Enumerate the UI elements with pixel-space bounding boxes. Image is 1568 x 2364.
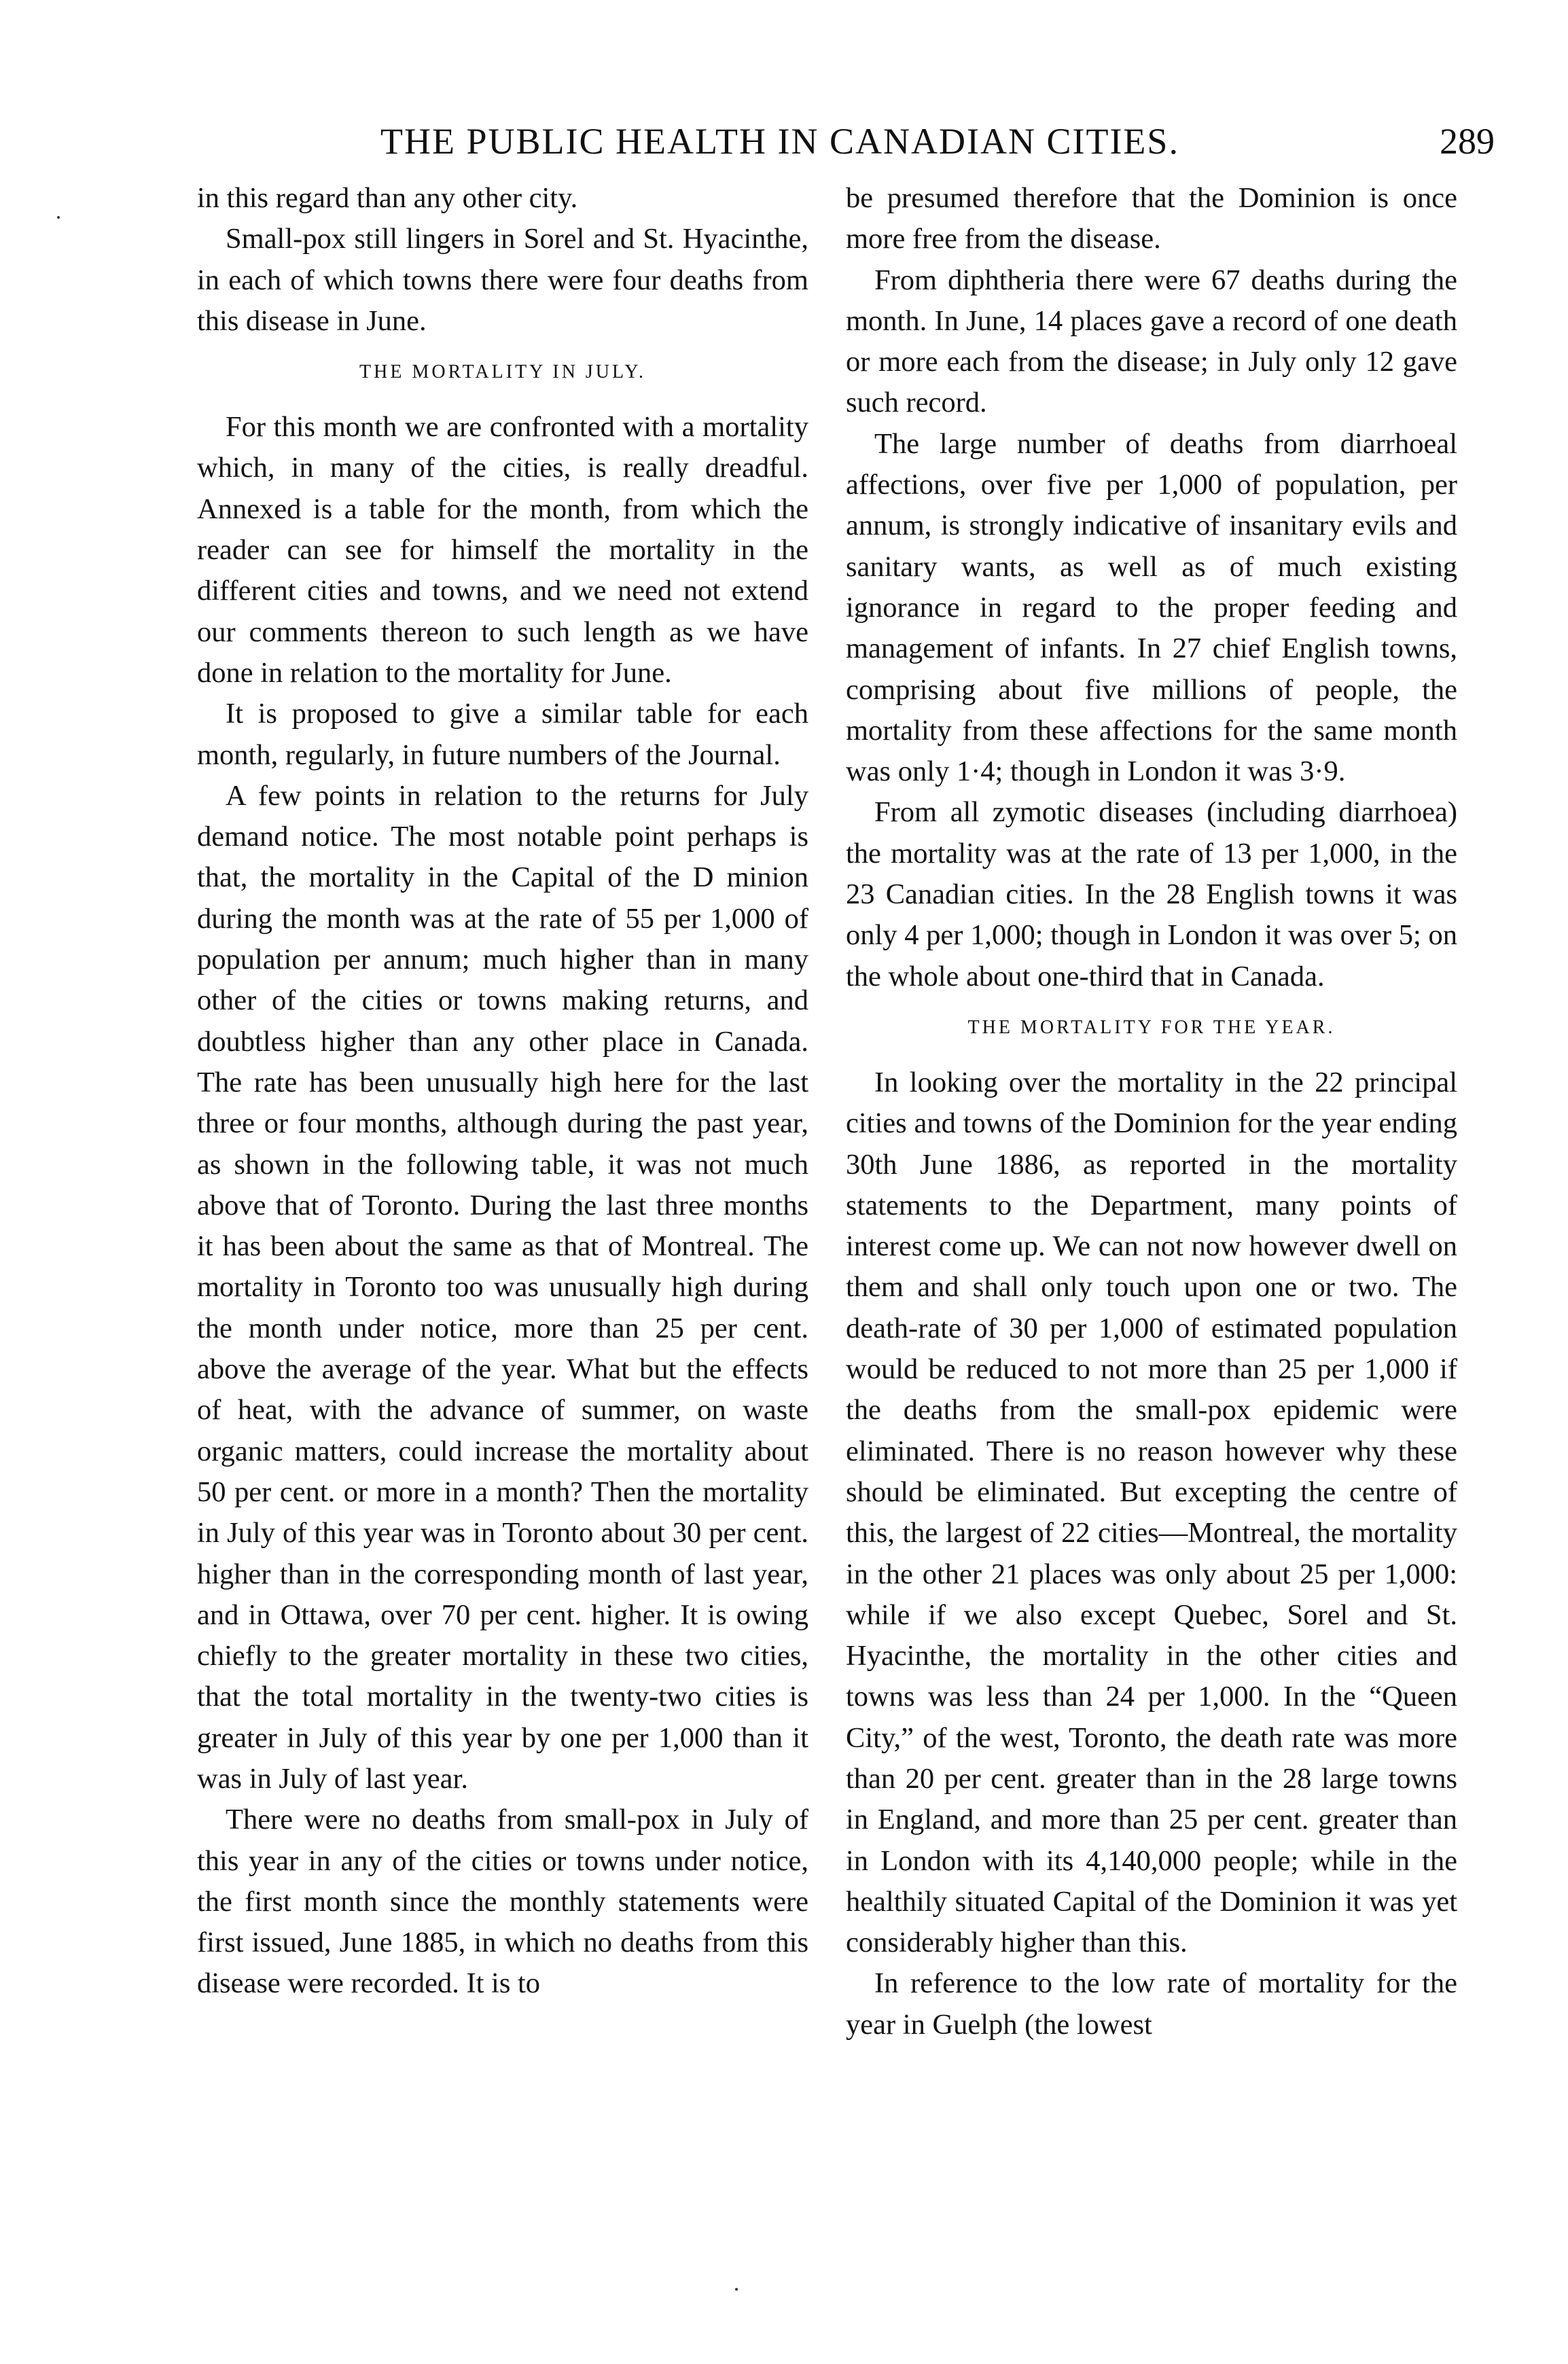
page-number: 289 [1440,121,1495,162]
paragraph: A few points in relation to the returns for July demand notice. The most notable point perhaps is that, the mortality in the Capital of the D minion during the month was at the rate of 55 per 1,000 of population per annum; much higher than in many other of the cities or towns making returns, and doubtless higher than any other place in Canada. The rate has been unusually high here for the last three or four months, although during the past year, as shown in the following table, it was not much above that of Toronto. During the last three months it has been about the same as that of Montreal. The mortality in Toronto too was unusually high during the month under notice, more than 25 per cent. above the average of the year. What but the effects of heat, with the advance of summer, on waste organic matters, could increase the mortality about 50 per cent. or more in a month? Then the mortality in July of this year was in Toronto about 30 per cent. higher than in the corresponding month of last year, and in Ottawa, over 70 per cent. higher. It is owing chiefly to the greater mortality in these two cities, that the total mortality in the twenty-two cities is greater in July of this year by one per 1,000 than it was in July of last year. [197,779,808,1795]
paragraph: The large number of deaths from diarrhoeal affections, over five per 1,000 of population, per annum, is strongly indicative of insanitary evils and sanitary wants, as well as of much existing ignorance in regard to the proper feeding and management of infants. In 27 chief English towns, comprising about five millions of people, the mortality from these affections for the same month was only 1·4; though in London it was 3·9. [846,427,1457,788]
right-column [846,178,1457,2045]
section-heading: THE MORTALITY FOR THE YEAR. [967,1016,1336,1038]
left-column [197,178,808,2005]
paragraph: In reference to the low rate of mortality for the year in Guelph (the lowest [846,1967,1457,2041]
paragraph: In looking over the mortality in the 22 principal cities and towns of the Dominion for the year ending 30th June 1886, as reported in the mortality statements to the Department, many points of interest come up. We can not now however dwell on them and shall only touch upon one or two. The death-rate of 30 per 1,000 of estimated population would be reduced to not more than 25 per 1,000 if the deaths from the small-pox epidemic were eliminated. There is no reason however why these should be eliminated. But excepting the centre of this, the largest of 22 cities—Montreal, the mortality in the other 21 places was only about 25 per 1,000: while if we also except Quebec, Sorel and St. Hyacinthe, the mortality in the other cities and towns was less than 24 per 1,000. In the “Queen City,” of the west, Toronto, the death rate was more than 20 per cent. greater than in the 28 large towns in England, and more than 25 per cent. greater than in London with its 4,140,000 people; while in the healthily situated Capital of the Dominion it was yet considerably higher than this. [846,1066,1457,1959]
running-header [380,114,1495,168]
paragraph: in this regard than any other city. [197,182,578,214]
scan-speck [735,2288,738,2291]
running-title: THE PUBLIC HEALTH IN CANADIAN CITIES. [380,121,1179,162]
paragraph: For this month we are confronted with a mortality which, in many of the cities, is really dreadful. Annexed is a table for the month, from which the reader can see for himself the mortality in the different cities and towns, and we need not extend our comments thereon to such length as we have done in relation to the mortality for June. [197,411,808,689]
paragraph: There were no deaths from small-pox in July of this year in any of the cities or towns under notice, the first month since the monthly statements were first issued, June 1885, in which no deaths from this disease were recorded. It is to [197,1804,808,2000]
paragraph: be presumed therefore that the Dominion is once more free from the disease. [846,182,1457,255]
section-heading: THE MORTALITY IN JULY. [359,361,646,383]
paragraph: From diphtheria there were 67 deaths during the month. In June, 14 places gave a record of one death or more each from the disease; in July only 12 gave such record. [846,264,1457,419]
paragraph: It is proposed to give a similar table for each month, regularly, in future numbers of the Journal. [197,698,808,771]
scan-speck [57,216,60,219]
paragraph: From all zymotic diseases (including diarrhoea) the mortality was at the rate of 13 per 1,000, in the 23 Canadian cities. In the 28 English towns it was only 4 per 1,000; though in London it was over 5; on the whole about one-third that in Canada. [846,796,1457,992]
paragraph: Small-pox still lingers in Sorel and St. Hyacinthe, in each of which towns there were four deaths from this disease in June. [197,223,808,337]
